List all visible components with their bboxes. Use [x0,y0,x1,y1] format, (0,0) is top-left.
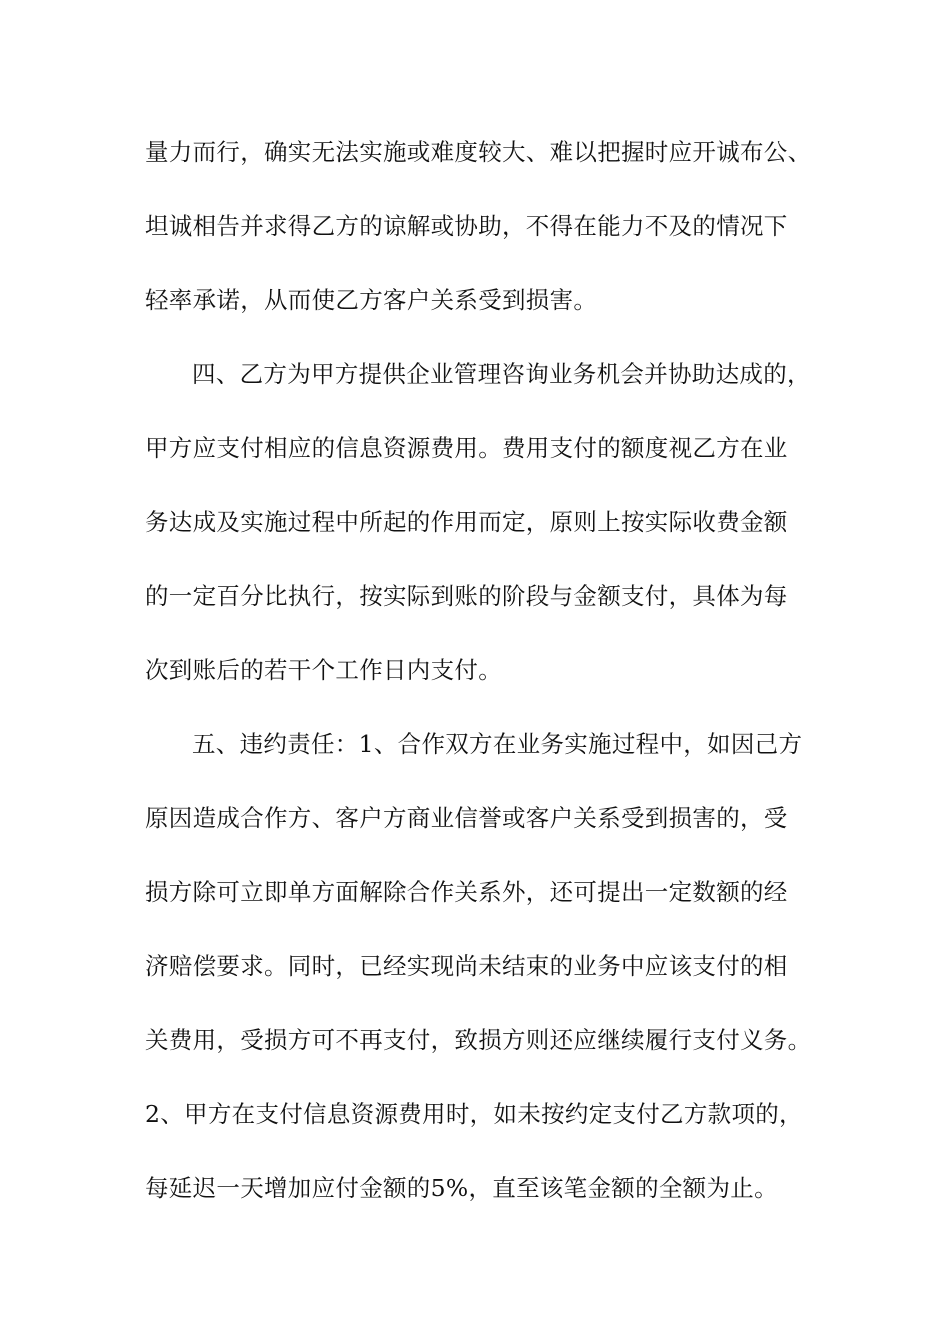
paragraph-start-line: 五、违约责任：1、合作双方在业务实施过程中，如因己方 [192,730,803,758]
text-line: 甲方应支付相应的信息资源费用。费用支付的额度视乙方在业 [145,434,788,462]
text-line: 济赔偿要求。同时，已经实现尚未结束的业务中应该支付的相 [145,952,788,980]
text-line: 每延迟一天增加应付金额的5%，直至该笔金额的全额为止。 [145,1174,778,1202]
text-line: 轻率承诺，从而使乙方客户关系受到损害。 [145,286,598,314]
text-line: 损方除可立即单方面解除合作关系外，还可提出一定数额的经 [145,878,788,906]
text-line: 2、甲方在支付信息资源费用时，如未按约定支付乙方款项的， [145,1100,803,1128]
paragraph-start-line: 四、乙方为甲方提供企业管理咨询业务机会并协助达成的， [192,360,811,388]
text-line: 的一定百分比执行，按实际到账的阶段与金额支付，具体为每 [145,582,788,610]
text-line: 次到账后的若干个工作日内支付。 [145,656,502,684]
text-line: 量力而行，确实无法实施或难度较大、难以把握时应开诚布公、 [145,138,812,166]
text-line: 务达成及实施过程中所起的作用而定，原则上按实际收费金额 [145,508,788,536]
text-line: 关费用，受损方可不再支付，致损方则还应继续履行支付义务。 [145,1026,812,1054]
text-line: 坦诚相告并求得乙方的谅解或协助，不得在能力不及的情况下 [145,212,788,240]
text-line: 原因造成合作方、客户方商业信誉或客户关系受到损害的，受 [145,804,788,832]
